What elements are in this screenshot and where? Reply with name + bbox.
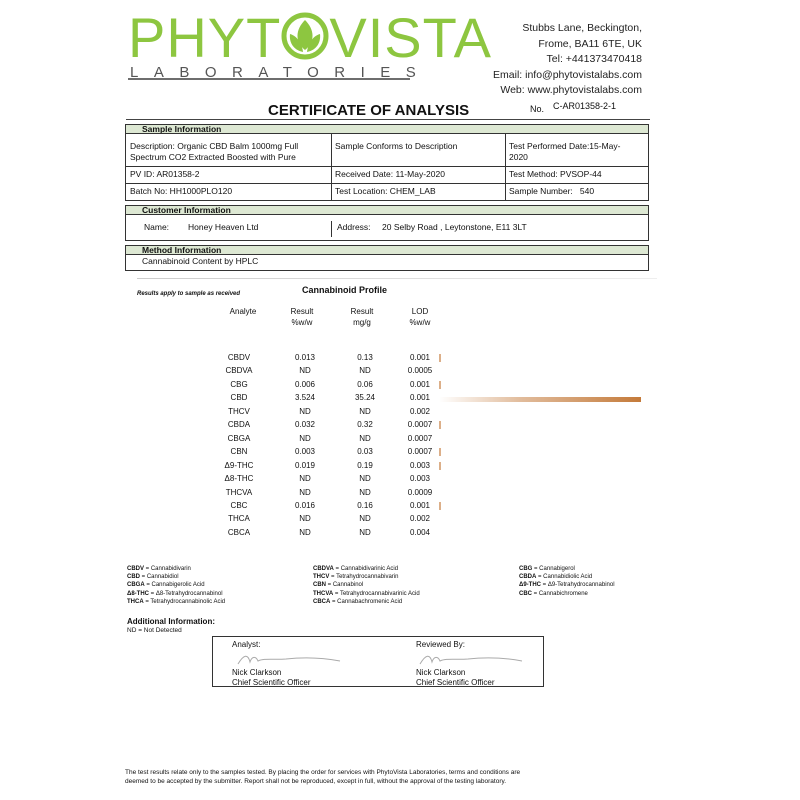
reviewer-title: Chief Scientific Officer: [416, 678, 495, 687]
additional-info-note: ND = Not Detected: [127, 627, 182, 634]
analyte-cell: CBDV: [227, 353, 251, 362]
result-pct-cell: 0.003: [294, 447, 316, 457]
result-pct-cell: ND: [299, 527, 311, 537]
result-mg-cell: 0.19: [357, 460, 373, 470]
result-mg-cell: 0.13: [357, 353, 373, 362]
lod-cell: 0.001: [409, 379, 431, 389]
legend-column-2: [313, 565, 420, 606]
result-mg-cell: ND: [359, 487, 371, 497]
method-text: Cannabinoid Content by HPLC: [142, 256, 259, 266]
customer-name: Honey Heaven Ltd: [188, 222, 259, 232]
logo-subtitle: LABORATORIES: [130, 64, 432, 81]
address-email[interactable]: Email: info@phytovistalabs.com: [493, 68, 642, 81]
result-bar: [439, 354, 441, 362]
customer-address-label: Address:: [337, 222, 371, 232]
address-line: Frome, BA11 6TE, UK: [538, 37, 642, 50]
result-mg-cell: 0.06: [357, 379, 373, 389]
lod-cell: 0.0007: [407, 420, 433, 430]
legend-item: THCVA = Tetrahydrocannabivarinic Acid: [313, 590, 420, 597]
result-pct-cell: ND: [299, 366, 311, 376]
legend-item: THCA = Tetrahydrocannabinolic Acid: [127, 598, 226, 605]
analyst-signature: [234, 652, 344, 668]
customer-address: 20 Selby Road , Leytonstone, E11 3LT: [382, 222, 527, 232]
test-location: Test Location: CHEM_LAB: [335, 186, 436, 196]
analyte-cell: CBCA: [227, 527, 251, 537]
result-pct-cell: 0.019: [294, 460, 316, 470]
legend-item: CBCA = Cannabachromenic Acid: [313, 598, 403, 605]
result-pct-cell: 3.524: [294, 393, 316, 403]
method-info-header: Method Information: [125, 245, 649, 255]
result-pct-cell: ND: [299, 514, 311, 524]
result-pct-cell: ND: [299, 487, 311, 497]
legend-item: CBDVA = Cannabidivarinic Acid: [313, 566, 399, 572]
lod-cell: 0.002: [409, 406, 431, 416]
result-mg-cell: ND: [359, 406, 371, 416]
reviewer-name: Nick Clarkson: [416, 668, 466, 677]
result-pct-cell: ND: [299, 433, 311, 443]
certificate-number: C-AR01358-2-1: [553, 101, 617, 111]
analyte-cell: CBGA: [227, 433, 251, 443]
analyte-cell: THCVA: [225, 487, 253, 497]
certificate-number-label: No.: [530, 104, 545, 114]
result-mg-cell: ND: [359, 474, 371, 484]
col-header-analyte: Analyte: [229, 307, 257, 316]
lod-cell: 0.001: [409, 393, 431, 403]
analyte-cell: CBDVA: [225, 366, 253, 376]
certificate-title: CERTIFICATE OF ANALYSIS: [268, 102, 470, 119]
result-bar: [439, 448, 441, 456]
result-pct-cell: ND: [299, 474, 311, 484]
logo-wordmark: [128, 6, 492, 70]
lod-cell: 0.001: [409, 500, 431, 510]
analyte-cell: Δ8-THC: [224, 474, 254, 484]
legend-item: THCV = Tetrahydrocannabivarin: [313, 574, 399, 581]
sample-number: Sample Number: 540: [509, 186, 595, 196]
sample-conforms: Sample Conforms to Description: [335, 141, 458, 151]
result-bar: [439, 421, 441, 429]
legend-item: CBDA = Cannabidiolic Acid: [519, 574, 593, 581]
logo-word-left: PHYT: [128, 6, 282, 69]
result-mg-cell: 0.03: [357, 447, 373, 457]
result-mg-cell: 0.16: [357, 500, 373, 510]
analyte-cell: CBDA: [227, 420, 251, 430]
pv-id: PV ID: AR01358-2: [130, 169, 200, 179]
customer-info-header: Customer Information: [125, 205, 649, 215]
address-line: Stubbs Lane, Beckington,: [522, 22, 642, 34]
received-date: Received Date: 11-May-2020: [335, 169, 445, 179]
result-mg-cell: ND: [359, 366, 371, 376]
result-pct-cell: 0.016: [294, 500, 316, 510]
result-mg-cell: 0.32: [357, 420, 373, 430]
company-address: [493, 21, 642, 99]
title-rule: [126, 119, 650, 120]
result-mg-cell: 35.24: [354, 393, 376, 403]
lod-cell: 0.004: [409, 527, 431, 537]
legend-column-1: [127, 565, 225, 606]
legend-column-3: [519, 565, 615, 598]
lod-cell: 0.003: [409, 474, 431, 484]
address-web[interactable]: Web: www.phytovistalabs.com: [500, 84, 642, 96]
customer-info-table: [125, 214, 649, 241]
address-phone: Tel: +441373470418: [546, 53, 642, 65]
result-bar: [439, 397, 641, 402]
result-bar: [439, 462, 441, 470]
result-mg-cell: ND: [359, 527, 371, 537]
lod-cell: 0.002: [409, 514, 431, 524]
analyte-cell: THCA: [228, 514, 250, 524]
analyte-cell: CBN: [230, 447, 248, 457]
result-pct-cell: 0.006: [294, 379, 316, 389]
legend-item: Δ9-THC = Δ9-Tetrahydrocannabinol: [519, 582, 615, 589]
legend-item: CBD = Cannabidiol: [127, 574, 179, 581]
legend-item: CBG = Cannabigerol: [519, 566, 575, 572]
additional-info-header: Additional Information:: [127, 617, 215, 626]
lod-cell: 0.001: [409, 353, 431, 362]
reviewer-signature: [416, 652, 526, 668]
test-performed-date: Test Performed Date:15-May- 2020: [509, 141, 621, 162]
analyst-label: Analyst:: [232, 640, 261, 649]
analyte-cell: CBG: [230, 379, 248, 389]
batch-number: Batch No: HH1000PLO120: [130, 186, 233, 196]
result-pct-cell: 0.013: [294, 353, 316, 362]
leaf-logo-icon: [281, 6, 329, 62]
method-info-table: [125, 254, 649, 271]
sample-info-table: [125, 133, 649, 201]
lod-cell: 0.003: [409, 460, 431, 470]
analyte-cell: CBD: [230, 393, 248, 403]
col-header-result-pct: Result %w/w: [290, 307, 314, 327]
result-mg-cell: ND: [359, 514, 371, 524]
legend-item: CBDV = Cannabidivarin: [127, 566, 191, 572]
footer-disclaimer: The test results relate only to the samples tested. By placing the order for services with PhytoVista Laboratories, terms and conditions are deemed to be accepted by the submitter. Report shall not be reproduced, except in full, without the approval of the testing laboratory.: [125, 769, 521, 785]
result-mg-cell: ND: [359, 433, 371, 443]
result-bar: [439, 502, 441, 510]
analyte-cell: CBC: [230, 500, 248, 510]
test-method: Test Method: PVSOP-44: [509, 169, 602, 179]
logo-word-right: VISTA: [329, 6, 493, 69]
legend-item: CBGA = Cannabigerolic Acid: [127, 582, 205, 589]
legend-item: CBC = Cannabichromene: [519, 590, 588, 597]
profile-note: Results apply to sample as received: [137, 291, 241, 297]
legend-item: CBN = Cannabinol: [313, 582, 364, 589]
profile-rule: [137, 278, 657, 279]
legend-item: Δ8-THC = Δ8-Tetrahydrocannabinol: [127, 590, 223, 597]
analyst-name: Nick Clarkson: [232, 668, 282, 677]
result-bar: [439, 381, 441, 389]
lod-cell: 0.0007: [407, 433, 433, 443]
result-pct-cell: 0.032: [294, 420, 316, 430]
lod-cell: 0.0005: [407, 366, 433, 376]
reviewer-label: Reviewed By:: [416, 640, 465, 649]
lod-cell: 0.0007: [407, 447, 433, 457]
lod-cell: 0.0009: [407, 487, 433, 497]
analyte-cell: THCV: [228, 406, 250, 416]
result-pct-cell: ND: [299, 406, 311, 416]
sample-info-header: Sample Information: [125, 124, 649, 134]
analyst-title: Chief Scientific Officer: [232, 678, 311, 687]
customer-name-label: Name:: [144, 222, 170, 232]
profile-title: Cannabinoid Profile: [302, 285, 388, 295]
sample-description: Description: Organic CBD Balm 1000mg Full Spectrum CO2 Extracted Boosted with Pure: [130, 141, 299, 162]
col-header-result-mg: Result mg/g: [350, 307, 374, 327]
col-header-lod: LOD %w/w: [409, 307, 431, 327]
analyte-cell: Δ9-THC: [224, 460, 254, 470]
